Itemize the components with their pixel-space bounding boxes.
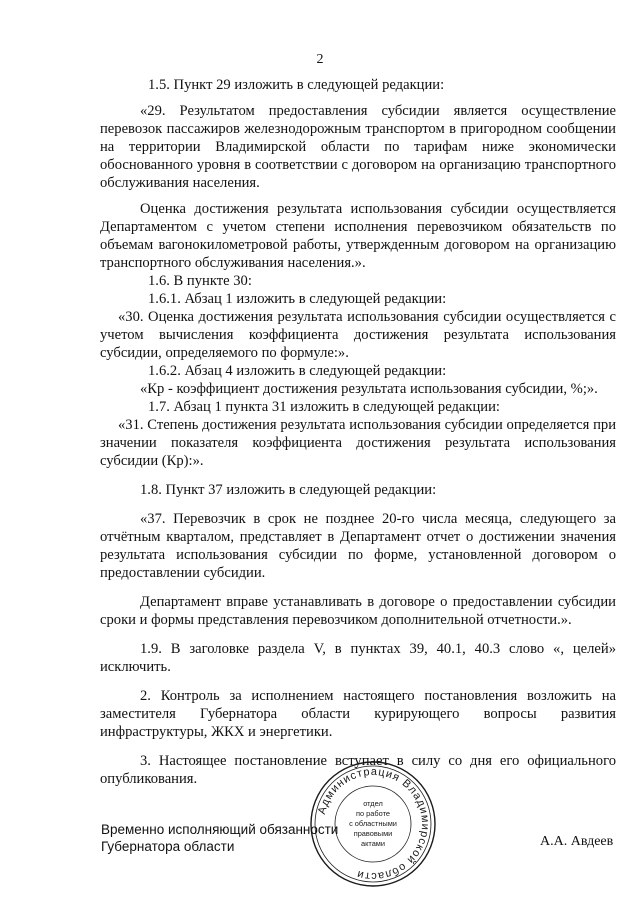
stamp-center-line: с областными: [349, 819, 397, 828]
paragraph: 3. Настоящее постановление вступает в силу со дня его официального опубликования.: [100, 753, 616, 787]
paragraph: 1.6.1. Абзац 1 изложить в следующей редакции:: [148, 291, 447, 307]
stamp-center-line: актами: [360, 839, 386, 848]
paragraph: Департамент вправе устанавливать в договоре о предоставлении субсидии сроки и формы представления перевозчиком дополнительной отчетности.».: [100, 594, 616, 628]
page-number: 2: [316, 52, 324, 67]
paragraph: 2. Контроль за исполнением настоящего постановления возложить на заместителя Губернатора области курирующего вопросы развития инфраструктуры, ЖКХ и энергетики.: [100, 688, 616, 740]
paragraph: 1.7. Абзац 1 пункта 31 изложить в следующей редакции:: [148, 399, 500, 415]
signatory-position: [101, 821, 338, 855]
paragraph: 1.6.2. Абзац 4 изложить в следующей редакции:: [148, 363, 447, 379]
signatory-name: А.А. Авдеев: [540, 834, 614, 849]
stamp-center-line: правовыми: [353, 829, 393, 838]
paragraph: «30. Оценка достижения результата использования субсидии осуществляется с учетом вычисления коэффициента достижения результата использования субсидии, определяемого по формуле:».: [100, 309, 616, 361]
paragraph: Оценка достижения результата использования субсидии осуществляется Департаментом с учетом степени исполнения перевозчиком обязательств по объемам вагонокилометровой работы, утвержденным договором на организацию транспортного обслуживания населения.».: [100, 201, 616, 271]
paragraph: «Кр - коэффициент достижения результата использования субсидии, %;».: [140, 381, 598, 397]
paragraph: 1.9. В заголовке раздела V, в пунктах 39, 40.1, 40.3 слово «, целей» исключить.: [100, 641, 616, 675]
stamp-center-line: отдел: [363, 799, 383, 808]
signatory-position-line: Губернатора области: [101, 839, 235, 854]
stamp-ring-text: Администрация Владимирской области: [316, 765, 432, 883]
signatory-position-line: Временно исполняющий обязанности: [101, 822, 339, 837]
paragraph: 1.6. В пункте 30:: [148, 273, 252, 289]
stamp-center-line: по работе: [356, 809, 390, 818]
paragraph: 1.5. Пункт 29 изложить в следующей редакции:: [148, 77, 445, 93]
document-body: [100, 76, 616, 788]
paragraph: «37. Перевозчик в срок не позднее 20-го числа месяца, следующего за отчётным кварталом, представляет в Департамент отчет о достижении значения результата использования субсидии по форме, установленной договором о предоставлении субсидии.: [100, 511, 616, 581]
paragraph: «29. Результатом предоставления субсидии является осуществление перевозок пассажиров железнодорожным транспортом в пригородном сообщении на территории Владимирской области по тарифам ниже экономически обоснованного уровня в соответствии с договором на организацию транспортного обслуживания населения.: [100, 103, 616, 191]
paragraph: «31. Степень достижения результата использования субсидии определяется при значении показателя коэффициента достижения результата использования субсидии (Кр):».: [100, 417, 616, 469]
paragraph: 1.8. Пункт 37 изложить в следующей редакции:: [140, 482, 437, 498]
